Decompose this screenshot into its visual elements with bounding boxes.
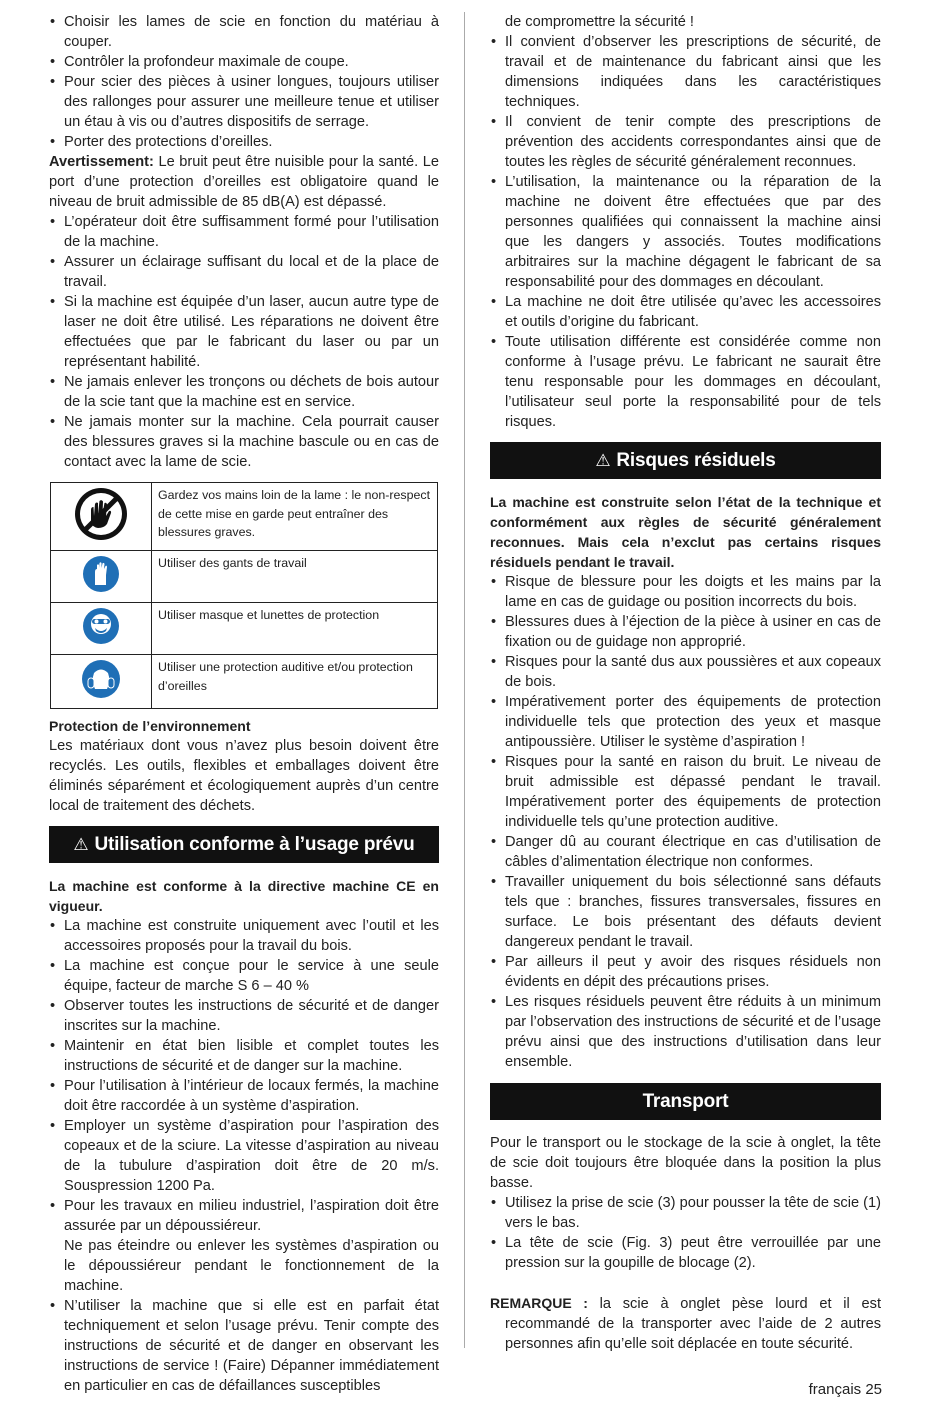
list-item: • Toute utilisation différente est considérée comme non conforme à l’usage prévu. Le fabricant ne saurait être tenu responsable pour les dommages en découlant, l’utilisateur seul porte la responsabilité pour de tels risques.	[490, 332, 881, 432]
right-column	[490, 12, 881, 1354]
list-item: • Travailler uniquement du bois sélectionné sans défauts tels que : branches, fissures transversales, fissures en surface. Le bois présentant des défauts devient dangereux pendant le travail.	[490, 872, 881, 952]
safety-symbols-table	[50, 482, 438, 709]
table-row	[51, 483, 438, 551]
list-item: • Porter des protections d’oreilles.	[49, 132, 439, 152]
page-footer: français 25	[808, 1381, 882, 1398]
section-heading-risks: ⚠ Risques résiduels	[490, 442, 881, 479]
list-item: • Blessures dues à l’éjection de la pièce à usiner en cas de fixation ou de guidage non approprié.	[490, 612, 881, 652]
safety-list-mid	[49, 212, 439, 472]
list-item: • Pour les travaux en milieu industriel, l’aspiration doit être assurée par un dépoussiéreur.	[49, 1196, 439, 1236]
table-row	[51, 603, 438, 655]
environment-text: Les matériaux dont vous n’avez plus besoin doivent être recyclés. Les outils, flexibles et emballages doivent être éliminés séparément et écologiquement auprès d’un centre local de traitement des déchets.	[49, 738, 439, 814]
list-item: • Risque de blessure pour les doigts et les mains par la lame en cas de guidage ou position incorrects du bois.	[490, 572, 881, 612]
list-item: • La machine ne doit être utilisée qu’avec les accessoires et outils d’origine du fabricant.	[490, 292, 881, 332]
list-item: • Il convient d’observer les prescriptions de sécurité, de travail et de maintenance du fabricant ainsi que les dimensions indiquées dans les caractéristiques techniques.	[490, 32, 881, 112]
usage-intro: La machine est conforme à la directive machine CE en vigueur.	[49, 878, 439, 914]
column-divider-tick	[464, 12, 465, 16]
warning-text: Le bruit peut être nuisible pour la santé. Le port d’une protection d’oreilles est obligatoire quand le niveau de bruit admissible de 85 dB(A) est dépassé.	[49, 154, 439, 210]
risk-list	[490, 572, 881, 1072]
list-item: • La tête de scie (Fig. 3) peut être verrouillée par une pression sur la goupille de blocage (2).	[490, 1233, 881, 1273]
warning-triangle-icon: ⚠	[595, 451, 611, 470]
section-heading-usage: ⚠ Utilisation conforme à l’usage prévu	[49, 826, 439, 863]
list-item: • N’utiliser la machine que si elle est en parfait état techniquement et selon l’usage prévu. Tenir compte des instructions de sécurité et de danger en observant les instructions de service ! (Faire) Dépanner immédiatement en particulier en cas de défaillances susceptibles	[49, 1296, 439, 1396]
transport-text: Pour le transport ou le stockage de la scie à onglet, la tête de scie doit toujours être bloquée dans la position la plus basse.	[490, 1135, 881, 1191]
warning-paragraph	[49, 152, 439, 212]
list-item: • La machine est conçue pour le service à une seule équipe, facteur de marche S 6 – 40 %	[49, 956, 439, 996]
symbol-text: Utiliser masque et lunettes de protection	[152, 603, 438, 655]
list-item: • Maintenir en état bien lisible et complet toutes les instructions de sécurité et de danger sur la machine.	[49, 1036, 439, 1076]
list-item: • La machine est construite uniquement avec l’outil et les accessoires proposés pour la travail du bois.	[49, 916, 439, 956]
column-divider	[464, 14, 465, 1348]
list-item: • Les risques résiduels peuvent être réduits à un minimum par l’observation des instructions de sécurité et de l’usage prévu ainsi que des instructions d’utilisation dans leur ensemble.	[490, 992, 881, 1072]
list-item: • Employer un système d’aspiration pour l’aspiration des copeaux et de la sciure. La vitesse d’aspiration au niveau de la tubulure d’aspiration doit être de 20 m/s. Souspression 1200 Pa.	[49, 1116, 439, 1196]
note-paragraph	[490, 1293, 881, 1354]
symbol-text: Utiliser une protection auditive et/ou protection d’oreilles	[152, 655, 438, 709]
list-item: • Si la machine est équipée d’un laser, aucun autre type de laser ne doit être utilisé. Les réparations ne doivent être effectuées que par le fabricant du laser ou par un représentant habilité.	[49, 292, 439, 372]
safety-list-right	[490, 32, 881, 432]
list-item: • Ne jamais monter sur la machine. Cela pourrait causer des blessures graves si la machine bascule ou en cas de contact avec la lame de scie.	[49, 412, 439, 472]
list-item: • Risques pour la santé dus aux poussières et aux copeaux de bois.	[490, 652, 881, 692]
list-item: • Par ailleurs il peut y avoir des risques résiduels non évidents en dépit des précautions prises.	[490, 952, 881, 992]
safety-list-top	[49, 12, 439, 152]
note-text: la scie à onglet pèse lourd et il est recommandé de la transporter avec l’aide de 2 autres personnes afin qu’elle soit déplacée en toute sécurité.	[505, 1296, 881, 1352]
environment-title: Protection de l’environnement	[49, 718, 251, 734]
list-item: • Pour scier des pièces à usiner longues, toujours utiliser des rallonges pour assurer une meilleure tenue et utiliser un étau à vis ou d’autres dispositifs de serrage.	[49, 72, 439, 132]
ear-protection-icon	[81, 687, 121, 703]
list-item: • Impérativement porter des équipements de protection individuelle tels que protection des yeux et masque antipoussière. Utiliser le système d’aspiration !	[490, 692, 881, 752]
symbol-text: Gardez vos mains loin de la lame : le non-respect de cette mise en garde peut entraîner des blessures graves.	[152, 483, 438, 551]
warning-triangle-icon: ⚠	[73, 835, 89, 854]
mask-goggles-icon	[82, 633, 120, 649]
gloves-icon	[82, 581, 120, 597]
list-item: • Il convient de tenir compte des prescriptions de prévention des accidents correspondantes ainsi que de toutes les règles de sécurité généralement reconnues.	[490, 112, 881, 172]
symbol-text: Utiliser des gants de travail	[152, 551, 438, 603]
list-item: • Pour l’utilisation à l’intérieur de locaux fermés, la machine doit être raccordée à un système d’aspiration.	[49, 1076, 439, 1116]
list-item: • Observer toutes les instructions de sécurité et de danger inscrites sur la machine.	[49, 996, 439, 1036]
table-row	[51, 655, 438, 709]
list-item: • Choisir les lames de scie en fonction du matériau à couper.	[49, 12, 439, 52]
transport-list	[490, 1193, 881, 1273]
list-item: • Risques pour la santé en raison du bruit. Le niveau de bruit admissible est dépassé pendant le travail. Impérativement porter des équipements de protection individuelle tels qu’une protection auditive.	[490, 752, 881, 832]
table-row	[51, 551, 438, 603]
list-item: • Ne jamais enlever les tronçons ou déchets de bois autour de la scie tant que la machine est en service.	[49, 372, 439, 412]
list-item: • Assurer un éclairage suffisant du local et de la place de travail.	[49, 252, 439, 292]
left-column	[49, 12, 439, 1396]
continuation-text: de compromettre la sécurité !	[505, 14, 694, 30]
hand-warning-icon	[73, 530, 129, 546]
list-item: • Contrôler la profondeur maximale de coupe.	[49, 52, 439, 72]
usage-sub-paragraph: Ne pas éteindre ou enlever les systèmes d’aspiration ou le dépoussiéreur pendant le fonctionnement de la machine.	[64, 1238, 439, 1294]
list-item: • L’utilisation, la maintenance ou la réparation de la machine ne doivent être effectuées que par des personnes qualifiées qui connaissent la machine ainsi que les dangers y associés. Toutes modifications arbitraires sur la machine dégagent le fabricant de sa responsabilité pour des dommages en découlant.	[490, 172, 881, 292]
risk-intro: La machine est construite selon l’état de la technique et conformément aux règles de sécurité généralement reconnues. Mais cela n’exclut pas certains risques résiduels pendant le travail.	[490, 494, 881, 570]
list-item: • Utilisez la prise de scie (3) pour pousser la tête de scie (1) vers le bas.	[490, 1193, 881, 1233]
warning-label: Avertissement:	[49, 154, 154, 170]
list-item: • L’opérateur doit être suffisamment formé pour l’utilisation de la machine.	[49, 212, 439, 252]
usage-list	[49, 916, 439, 1236]
list-item: • Danger dû au courant électrique en cas d’utilisation de câbles d’alimentation électrique non conformes.	[490, 832, 881, 872]
note-label: REMARQUE :	[490, 1295, 588, 1311]
section-heading-transport: Transport	[490, 1083, 881, 1120]
